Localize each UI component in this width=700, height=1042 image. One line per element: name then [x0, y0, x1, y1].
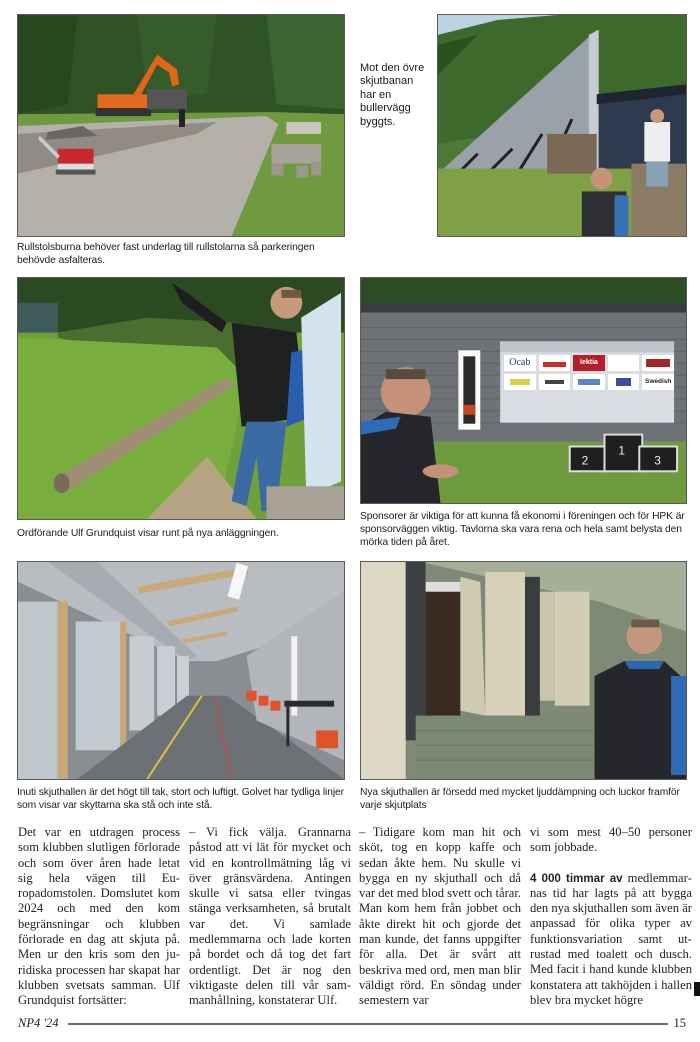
podium-2: 2: [581, 453, 589, 468]
article-column-3: [359, 825, 521, 1009]
caption-indoor-hall: Inuti skjuthallen är det högt till tak, stort och luftigt. Golvet har tydliga linjer som visar var skyttarna ska stå och inte stå.: [17, 787, 344, 811]
article-paragraph: Det var en utdragen process som klubben slutligen förlorade och som över åren hade letat sig hela vägen till Europadomstolen. Domslutet kom 2024 och med den kom begränsningar och klubben förlorade en dag att skjuta på. Men ur den kris som den juridiska processen har skapat har klubben svetsats samman. Ulf Grundquist fortsätter:: [18, 825, 180, 1008]
photo-chairman: [17, 277, 345, 520]
caption-sponsor-wall: Sponsorer är viktiga för att kunna få ekonomi i föreningen och för HPK är sponsorväggen viktig. Tavlorna ska vara rena och hela samt belysta den mörka tiden på året.: [360, 511, 685, 548]
article-paragraph: vi som mest 40–50 personer som jobbade.: [530, 825, 692, 855]
caption-hatches: Nya skjuthallen är försedd med mycket ljuddämpning och luckor framför varje skjutplats: [360, 787, 680, 811]
caption-parking: Rullstolsburna behöver fast underlag till rullstolarna så parkeringen behövde asfalteras.: [17, 242, 315, 266]
sponsor-logo: Iektia: [573, 355, 605, 371]
article-column-4: [530, 825, 692, 1008]
footer-divider: [68, 1023, 668, 1025]
article-paragraph: – Tidigare kom man hit och sköt, tog en kopp kaffe och sedan åkte hem. Nu skulle vi bygga en ny skjuthall och då var det med blod svett och tårar. Man kom hem från jobbet och åkte direkt hit och gjorde det man kunde, det fanns uppgifter för alla. Det är svårt att beskriva med ord, men man blir väldigt rörd. En söndag under semestern var: [359, 825, 521, 1008]
photo-parking: [17, 14, 345, 237]
article-paragraph: 4 000 timmar av medlemmarnas tid har lagts på att bygga den nya skjuthallen som även är anpassad för olika typer av funktionsvariation samt utrustad med toalett och dusch. Med facit i hand kunde klubben konstatera att takhöjden i hallen blev bra mycket högre: [530, 870, 692, 1007]
photo-noise-wall: [437, 14, 687, 237]
publication-label: NP4 '24: [18, 1016, 59, 1030]
photo-hatches: [360, 561, 687, 780]
article-column-2: [189, 825, 351, 1009]
caption-chairman: Ordförande Ulf Grundquist visar runt på nya anläggningen.: [17, 528, 279, 539]
sponsor-logo: Swedish: [642, 374, 674, 390]
photo-indoor-hall: [17, 561, 345, 780]
continuation-marker: [694, 982, 700, 996]
podium-1: 1: [618, 443, 626, 458]
photo-sponsor-wall: [360, 277, 687, 504]
caption-noise-wall: Mot den övre skjutbanan har en bullervägg byggts.: [360, 62, 425, 128]
sponsor-logo: Ocab: [504, 355, 536, 371]
page-number: 15: [673, 1016, 686, 1030]
article-paragraph: – Vi fick välja. Grannarna påstod att vi lät för mycket och vid en kontrollmätning låg vi över gränsvärdena. Antingen skulle vi satsa eller tvingas stänga verksamheten, så brutalt var det. Vi samlade medlemmarna och lade korten på bordet och då tog det fart ordentligt. Det är nog den viktigaste delen till vår sammanhållning, konstaterar Ulf.: [189, 825, 351, 1008]
article-column-1: [18, 825, 180, 1009]
paragraph-lead-in: 4 000 timmar av: [530, 871, 623, 885]
podium-3: 3: [654, 453, 661, 468]
